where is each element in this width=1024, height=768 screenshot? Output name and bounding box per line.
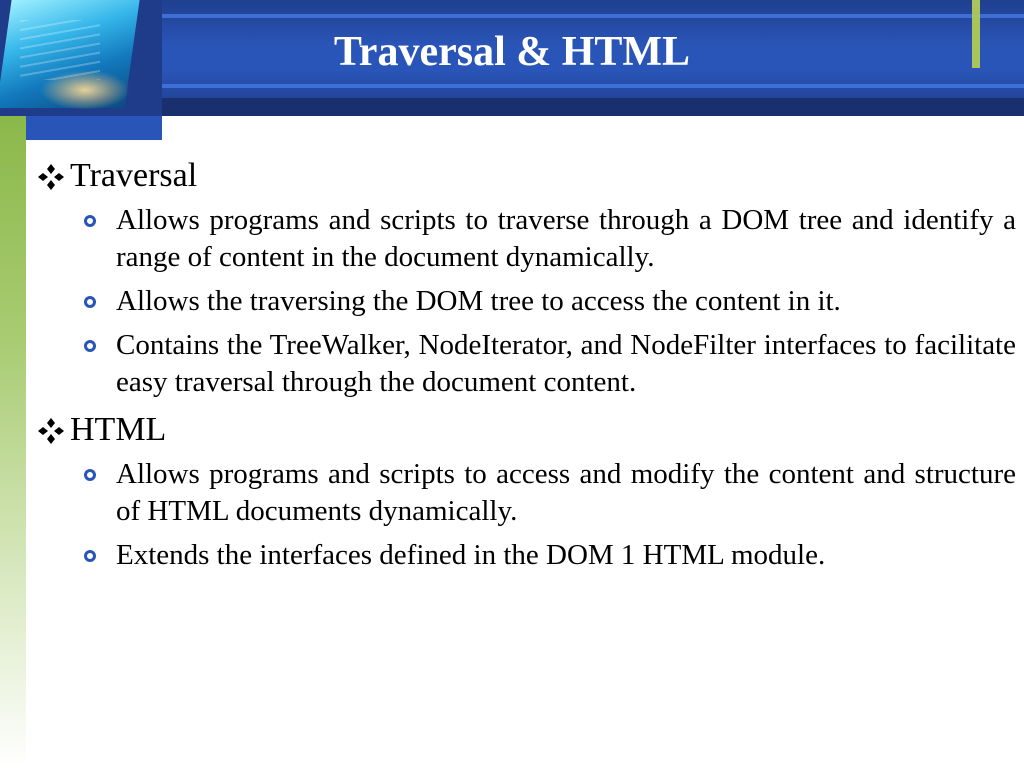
bullet-item xyxy=(34,202,1016,276)
bullet-item xyxy=(34,537,1016,574)
header-dark-band xyxy=(162,98,1024,116)
bullet-text: Allows programs and scripts to access and modify the content and structure of HTML documents dynamically. xyxy=(116,458,1016,527)
ring-bullet-icon xyxy=(84,550,96,562)
bullet-item xyxy=(34,456,1016,530)
left-green-sidebar xyxy=(0,116,26,768)
four-diamond-bullet-icon xyxy=(36,162,66,192)
section-heading-traversal xyxy=(34,154,1016,198)
slide-header xyxy=(0,0,1024,116)
slide-title: Traversal & HTML xyxy=(333,29,691,75)
four-diamond-bullet-icon xyxy=(36,416,66,446)
accent-bar xyxy=(972,0,980,68)
ring-bullet-icon xyxy=(84,296,96,308)
bullet-item xyxy=(34,283,1016,320)
ring-bullet-icon xyxy=(84,340,96,352)
section-heading-html xyxy=(34,408,1016,452)
bullet-text: Allows programs and scripts to traverse through a DOM tree and identify a range of content in the document dynamically. xyxy=(116,204,1016,273)
bullet-text: Allows the traversing the DOM tree to access the content in it. xyxy=(116,285,841,317)
ring-bullet-icon xyxy=(84,215,96,227)
header-stripe xyxy=(162,84,1024,88)
slide-body xyxy=(34,150,1016,581)
bullet-text: Extends the interfaces defined in the DOM 1 HTML module. xyxy=(116,539,826,571)
header-photo-frame xyxy=(0,0,162,116)
ring-bullet-icon xyxy=(84,469,96,481)
monitor-photo-glow xyxy=(40,70,130,110)
header-stripe xyxy=(162,14,1024,18)
bullet-text: Contains the TreeWalker, NodeIterator, and NodeFilter interfaces to facilitate easy traversal through the document content. xyxy=(116,329,1016,398)
bullet-item xyxy=(34,327,1016,401)
section-heading-text: HTML xyxy=(70,411,167,448)
section-heading-text: Traversal xyxy=(70,157,198,194)
